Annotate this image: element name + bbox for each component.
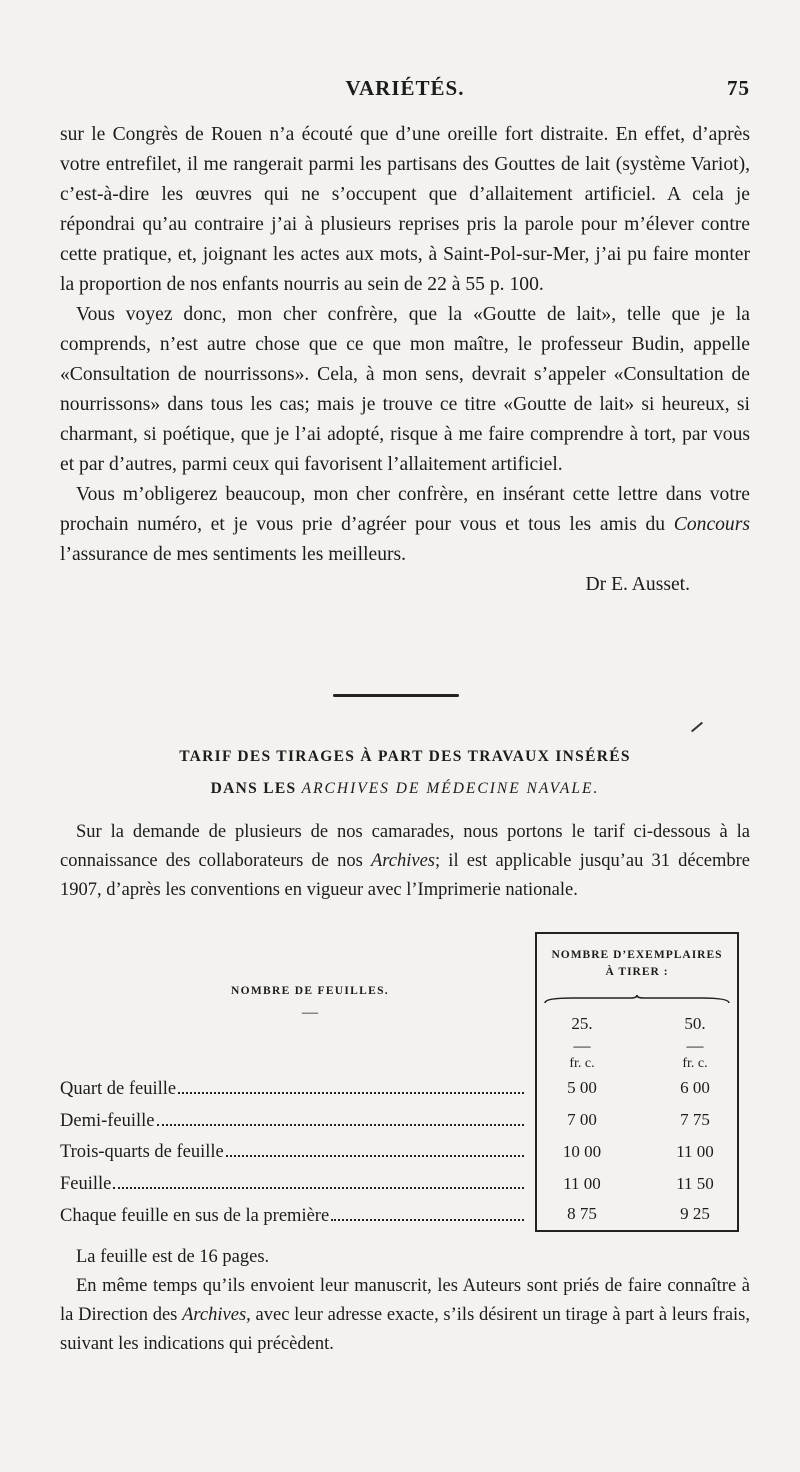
brace-icon — [543, 994, 731, 1004]
closing-paragraph — [60, 1272, 750, 1359]
intro-paragraph — [60, 818, 750, 905]
row-header: NOMBRE DE FEUILLES. — [231, 985, 389, 997]
price-cell: 10 00 — [562, 1142, 602, 1161]
intro-text: Sur la demande de plusieurs de nos camarades, nous portons le tarif ci-dessous à la connaissance des collaborateurs de nos — [60, 822, 750, 871]
dot-leader — [226, 1155, 524, 1157]
table-row — [60, 1109, 526, 1133]
row-label: Demi-feuille — [60, 1111, 155, 1131]
price-cell: 7 00 — [567, 1110, 597, 1129]
unit-label: fr. c. — [569, 1056, 595, 1071]
closing-paragraph: La feuille est de 16 pages. — [76, 1247, 270, 1267]
row-header-dash: — — [302, 1004, 318, 1021]
table-row — [60, 1172, 526, 1196]
column-label: 50. — [684, 1014, 706, 1033]
row-label: Trois-quarts de feuille — [60, 1142, 224, 1162]
section-title: TARIF DES TIRAGES À PART DES TRAVAUX INSÉRÉS — [179, 748, 631, 765]
price-cell: 11 50 — [676, 1174, 714, 1193]
row-label: Chaque feuille en sus de la première — [60, 1206, 330, 1226]
journal-name: Archives — [370, 851, 436, 871]
section-intro — [60, 818, 750, 905]
journal-name: Archives — [182, 1305, 247, 1325]
column-subheader: À TIRER : — [605, 966, 669, 978]
section-subtitle — [60, 780, 750, 798]
table-row — [60, 1077, 526, 1101]
column-dash: — — [686, 1036, 704, 1055]
letter-text: Vous m’obligerez beaucoup, mon cher confrère, en insérant cette lettre dans votre prochain numéro, et je vous prie d’agréer pour vous et tous les amis du — [60, 484, 750, 535]
price-cell: 11 00 — [676, 1142, 714, 1161]
closing-text — [60, 1243, 750, 1359]
letter-paragraph: sur le Congrès de Rouen n’a écouté que d’une oreille fort distraite. En effet, d’après votre entrefilet, il me rangerait parmi les partisans des Gouttes de lait (système Variot), c’est-à-dire les œuvres qui ne s’occupent que d’allaitement artificiel. A cela je répondrai qu’au contraire j’ai à plusieurs reprises pris la parole pour m’élever contre cette pratique, et, joignant les actes aux mots, à Saint-Pol-sur-Mer, j’ai pu faire monter la proportion de nos enfants nourris au sein de 22 à 55 p. 100. — [60, 124, 750, 295]
unit-label: fr. c. — [682, 1056, 708, 1071]
dot-leader — [331, 1219, 524, 1221]
price-cell: 7 75 — [680, 1110, 710, 1129]
dot-leader — [113, 1187, 524, 1189]
running-title: VARIÉTÉS. — [345, 76, 465, 100]
dot-leader — [178, 1092, 524, 1094]
table-row — [60, 1140, 526, 1164]
closing-text-part: , avec leur adresse exacte, s’ils désirent un tirage à part à leurs frais, suivant les indications qui précèdent. — [60, 1305, 751, 1354]
price-cell: 9 25 — [680, 1204, 710, 1223]
closing-text-part: En même temps qu’ils envoient leur manuscrit, les Auteurs sont priés de faire connaître à la Direction des — [60, 1276, 750, 1325]
intro-text: ; il est applicable jusqu’au 31 décembre 1907, d’après les conventions en vigueur avec l’Imprimerie nationale. — [60, 851, 751, 900]
letter-paragraph: Vous voyez donc, mon cher confrère, que la «Goutte de lait», telle que je la comprends, n’est autre chose que ce que mon maître, le professeur Budin, appelle «Consultation de nourrissons». Cela, à mon sens, devrait s’appeler «Consultation de nourrissons» dans tous les cas; mais je trouve ce titre «Goutte de lait» si heureux, si charmant, si poétique, que je l’ai adopté, risque à me faire comprendre à tort, par vous et par d’autres, parmi ceux qui favorisent l’allaitement artificiel. — [60, 304, 750, 475]
price-cell: 5 00 — [567, 1078, 597, 1097]
row-label: Feuille — [60, 1174, 112, 1194]
pen-mark — [691, 722, 703, 733]
signature-line — [60, 570, 750, 600]
signature: Dr E. Ausset. — [585, 574, 690, 595]
column-label: 25. — [571, 1014, 593, 1033]
journal-name: Concours — [673, 514, 750, 535]
price-cell: 6 00 — [680, 1078, 710, 1097]
section-subtitle-prefix: DANS LES — [210, 780, 302, 797]
letter-paragraph — [60, 480, 750, 570]
letter-body — [60, 120, 750, 600]
price-cell: 11 00 — [563, 1174, 601, 1193]
table-row — [60, 1204, 526, 1228]
section-subtitle-italic: ARCHIVES DE MÉDECINE NAVALE. — [301, 780, 600, 797]
column-dash: — — [573, 1036, 591, 1055]
row-label: Quart de feuille — [60, 1079, 177, 1099]
separator-rule — [333, 694, 459, 697]
price-cell: 8 75 — [567, 1204, 597, 1223]
dot-leader — [157, 1124, 524, 1126]
column-header: NOMBRE D’EXEMPLAIRES — [551, 949, 723, 961]
page-number: 75 — [727, 76, 750, 100]
page-header — [60, 76, 750, 106]
letter-text: l’assurance de mes sentiments les meilleurs. — [60, 544, 407, 565]
